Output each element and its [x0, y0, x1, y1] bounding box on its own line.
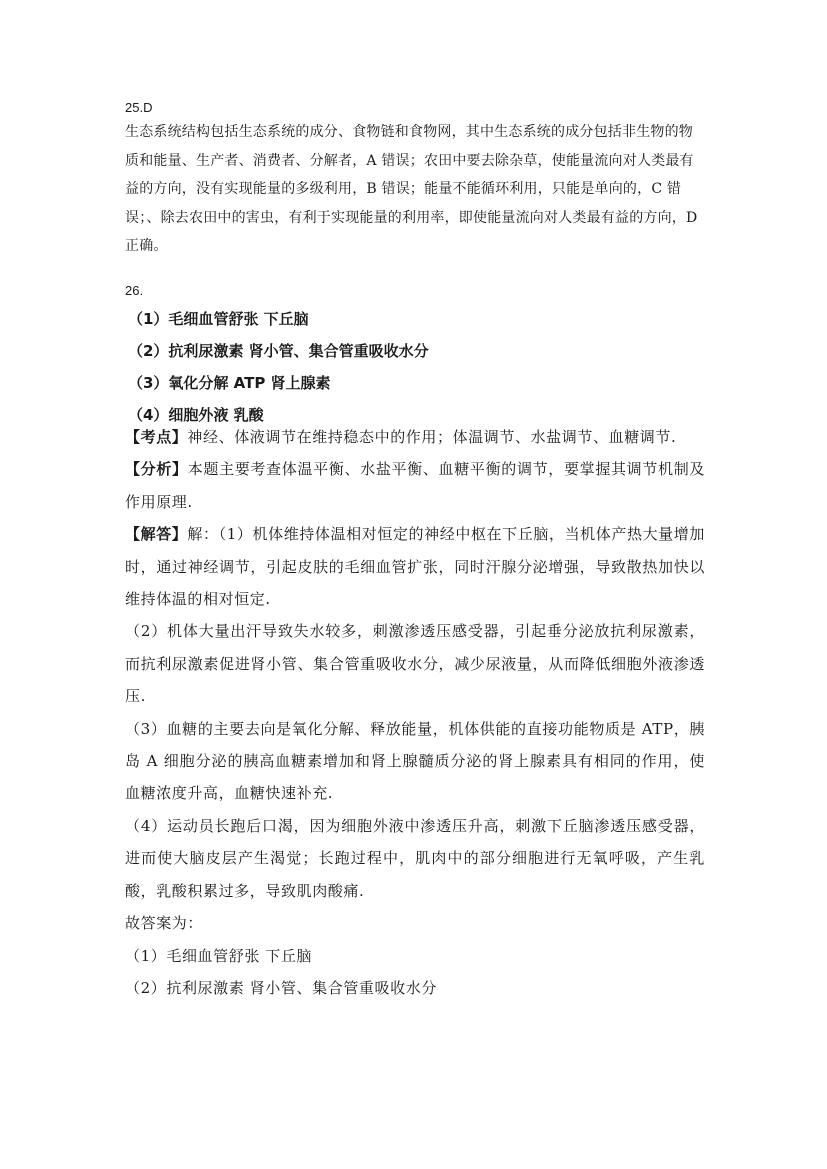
question-26-answers [128, 303, 429, 431]
jieda-text: 解：（1）机体维持体温相对恒定的神经中枢在下丘脑，当机体产热大量增加时，通过神经调节，引起皮肤的毛细血管扩张，同时汗腺分泌增强，导致散热加快以维持体温的相对恒定. [125, 525, 705, 609]
fenxi-text: 本题主要考查体温平衡、水盐平衡、血糖平衡的调节，要掌握其调节机制及作用原理. [125, 460, 705, 511]
question-25-number: 25.D [125, 100, 153, 115]
fenxi-label: 【分析】 [125, 460, 188, 479]
answer-2: （2）抗利尿激素 肾小管、集合管重吸收水分 [128, 342, 429, 360]
kaodian-paragraph [125, 421, 705, 453]
answer-1: （1）毛细血管舒张 下丘脑 [128, 310, 309, 328]
final-answer-label: 故答案为： [125, 914, 204, 933]
question-26-number: 26. [125, 283, 144, 298]
paragraph-3: （3）血糖的主要去向是氧化分解、释放能量，机体供能的直接功能物质是 ATP，胰岛 A 细胞分泌的胰高血糖素增加和肾上腺髓质分泌的肾上腺素具有相同的作用，使血糖浓度升高，血糖快速补充. [125, 719, 705, 803]
question-26-analysis [125, 421, 705, 1004]
paragraph-4: （4）运动员长跑后口渴，因为细胞外液中渗透压升高，刺激下丘脑渗透压感受器，进而使大脑皮层产生渴觉；长跑过程中，肌肉中的部分细胞进行无氧呼吸，产生乳酸，乳酸积累过多，导致肌肉酸痛. [125, 816, 705, 900]
final-answer-2: （2）抗利尿激素 肾小管、集合管重吸收水分 [125, 978, 437, 997]
answer-4: （4）细胞外液 乳酸 [128, 406, 264, 424]
jieda-label: 【解答】 [125, 525, 188, 544]
question-25-explanation: 生态系统结构包括生态系统的成分、食物链和食物网，其中生态系统的成分包括非生物的物质和能量、生产者、消费者、分解者，A 错误；农田中要去除杂草，使能量流向对人类最有益的方向，没有实现能量的多级利用，B 错误；能量不能循环利用，只能是单向的，C 错误；、除去农田中的害虫，有利于实现能量的利用率，即使能量流向对人类最有益的方向，D 正确。 [125, 124, 698, 254]
kaodian-label: 【考点】 [125, 428, 188, 446]
jieda-paragraph [125, 518, 705, 615]
paragraph-2: （2）机体大量出汗导致失水较多，刺激渗透压感受器，引起垂分泌放抗利尿激素，而抗利尿激素促进肾小管、集合管重吸收水分，减少尿液量，从而降低细胞外液渗透压. [125, 622, 705, 706]
kaodian-text: 神经、体液调节在维持稳态中的作用；体温调节、水盐调节、血糖调节. [187, 428, 677, 446]
answer-3: （3）氧化分解 ATP 肾上腺素 [128, 374, 331, 392]
fenxi-paragraph [125, 453, 705, 518]
final-answer-1: （1）毛细血管舒张 下丘脑 [125, 946, 313, 965]
